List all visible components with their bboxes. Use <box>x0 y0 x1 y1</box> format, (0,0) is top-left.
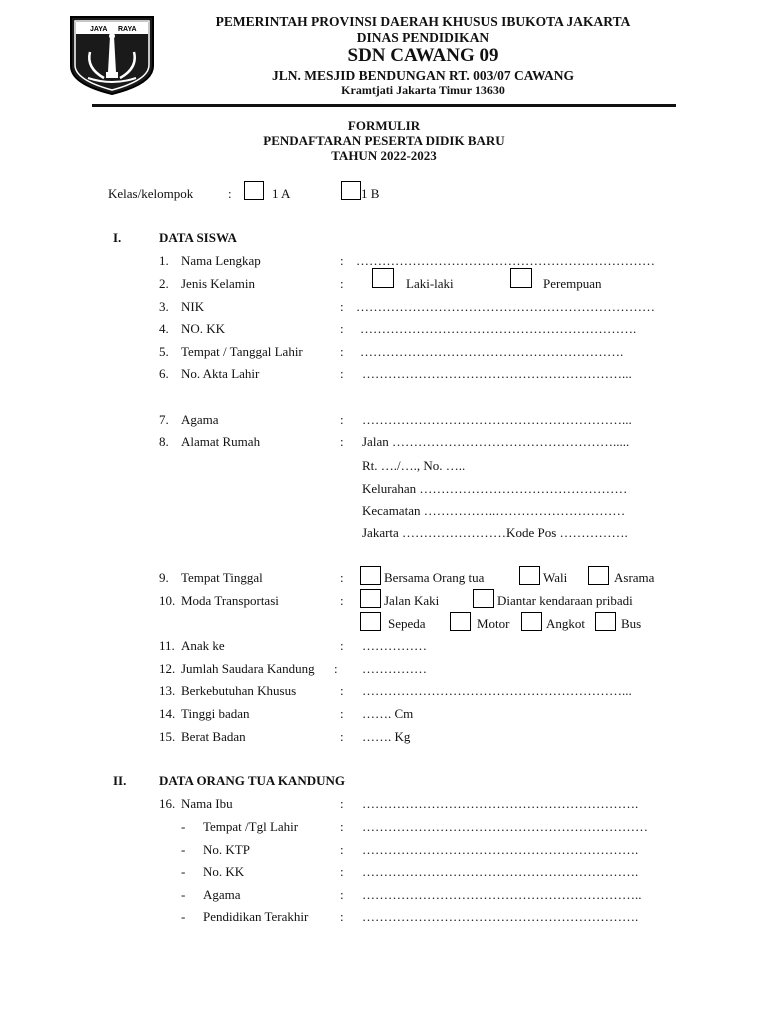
jakarta-emblem-logo <box>68 14 156 96</box>
kelas-label: Kelas/kelompok <box>108 186 194 201</box>
tinggal-wali-label: Wali <box>543 570 568 585</box>
row-number: 2. <box>159 276 169 291</box>
berat-field[interactable]: ……. Kg <box>362 729 411 744</box>
row-number: 15. <box>159 729 176 744</box>
transport-bus-label: Bus <box>621 616 642 631</box>
row-label: No. KK <box>203 864 245 879</box>
section-1-number: I. <box>113 230 122 245</box>
row-colon: : <box>340 638 344 653</box>
row-label: Tinggi badan <box>181 706 250 721</box>
row-label: NO. KK <box>181 321 226 336</box>
form-title: FORMULIR <box>347 118 421 133</box>
tinggal-asrama-checkbox[interactable] <box>588 566 609 585</box>
province-heading: PEMERINTAH PROVINSI DAERAH KHUSUS IBUKOTA JAKARTA <box>215 14 631 29</box>
row-number: 14. <box>159 706 176 721</box>
row-colon: : <box>340 706 344 721</box>
row-label: Tempat / Tanggal Lahir <box>181 344 303 359</box>
saudara-field[interactable]: …………… <box>362 661 427 676</box>
row-colon: : <box>340 796 344 811</box>
section-2-number: II. <box>113 773 127 788</box>
anak-ke-field[interactable]: …………… <box>362 638 427 653</box>
kelas-1b-checkbox[interactable] <box>341 181 361 200</box>
school-name: SDN CAWANG 09 <box>347 45 499 66</box>
row-number: 8. <box>159 434 169 449</box>
form-subtitle: PENDAFTARAN PESERTA DIDIK BARU <box>263 133 505 148</box>
nik-field[interactable]: …………………………………………………………… <box>356 299 655 314</box>
transport-motor-checkbox[interactable] <box>450 612 471 631</box>
row-label: Alamat Rumah <box>181 434 261 449</box>
transport-jalan-kaki-label: Jalan Kaki <box>384 593 440 608</box>
kecamatan-field[interactable]: Kecamatan ……………..………………………… <box>362 503 626 518</box>
school-address: JLN. MESJID BENDUNGAN RT. 003/07 CAWANG <box>272 68 574 83</box>
ibu-pendidikan-field[interactable]: ………………………………………………………. <box>362 909 639 924</box>
ibu-ttl-field[interactable]: ………………………………………………………… <box>362 819 648 834</box>
row-colon: : <box>340 321 344 336</box>
header-divider <box>92 104 676 107</box>
row-label: Jumlah Saudara Kandung <box>181 661 315 676</box>
agama-field[interactable]: ……………………………………………………... <box>362 412 632 427</box>
transport-sepeda-checkbox[interactable] <box>360 612 381 631</box>
row-label: NIK <box>181 299 205 314</box>
row-number: 5. <box>159 344 169 359</box>
kelas-colon: : <box>228 186 232 201</box>
transport-motor-label: Motor <box>477 616 510 631</box>
row-colon: : <box>340 412 344 427</box>
row-number: 3. <box>159 299 169 314</box>
berkebutuhan-field[interactable]: ……………………………………………………... <box>362 683 632 698</box>
row-colon: : <box>340 819 344 834</box>
ibu-kk-field[interactable]: ………………………………………………………. <box>362 864 639 879</box>
row-label: Agama <box>181 412 219 427</box>
tinggal-ortu-label: Bersama Orang tua <box>384 570 485 585</box>
row-colon: : <box>340 299 344 314</box>
kk-field[interactable]: ………………………………………………………. <box>360 321 637 336</box>
gender-male-checkbox[interactable] <box>372 268 394 288</box>
tinggal-wali-checkbox[interactable] <box>519 566 540 585</box>
jalan-field[interactable]: Jalan ……………………………………………..... <box>362 434 630 449</box>
transport-jalan-kaki-checkbox[interactable] <box>360 589 381 608</box>
row-number: 9. <box>159 570 169 585</box>
row-colon: : <box>340 683 344 698</box>
row-label: Pendidikan Terakhir <box>203 909 309 924</box>
row-colon: : <box>340 729 344 744</box>
section-2-title: DATA ORANG TUA KANDUNG <box>159 773 345 788</box>
gender-female-label: Perempuan <box>543 276 602 291</box>
ttl-field[interactable]: ……………………………………………………. <box>360 344 624 359</box>
rt-field[interactable]: Rt. …./…., No. ….. <box>362 458 466 473</box>
row-number: 16. <box>159 796 176 811</box>
row-colon: : <box>340 253 344 268</box>
tinggi-field[interactable]: ……. Cm <box>362 706 414 721</box>
section-1-title: DATA SISWA <box>159 230 237 245</box>
row-colon: : <box>340 366 344 381</box>
gender-female-checkbox[interactable] <box>510 268 532 288</box>
nama-ibu-field[interactable]: ………………………………………………………. <box>362 796 639 811</box>
transport-diantar-label: Diantar kendaraan pribadi <box>497 593 633 608</box>
transport-sepeda-label: Sepeda <box>388 616 426 631</box>
row-label: Tempat /Tgl Lahir <box>203 819 299 834</box>
row-colon: : <box>340 276 344 291</box>
row-dash: - <box>181 842 186 857</box>
nama-field[interactable]: …………………………………………………………… <box>356 253 655 268</box>
row-colon: : <box>340 864 344 879</box>
row-dash: - <box>181 887 186 902</box>
row-colon: : <box>340 434 344 449</box>
row-dash: - <box>181 909 186 924</box>
row-label: Berat Badan <box>181 729 246 744</box>
row-colon: : <box>340 842 344 857</box>
transport-angkot-checkbox[interactable] <box>521 612 542 631</box>
row-dash: - <box>181 864 186 879</box>
row-label: Moda Transportasi <box>181 593 279 608</box>
kelurahan-field[interactable]: Kelurahan ………………………………………… <box>362 481 628 496</box>
row-colon: : <box>340 593 344 608</box>
kelas-1a-checkbox[interactable] <box>244 181 264 200</box>
row-label: Nama Lengkap <box>181 253 261 268</box>
row-label: Berkebutuhan Khusus <box>181 683 297 698</box>
logo-text-left: JAYA <box>90 26 108 33</box>
row-number: 7. <box>159 412 169 427</box>
akta-field[interactable]: ……………………………………………………... <box>362 366 632 381</box>
gender-male-label: Laki-laki <box>406 276 454 291</box>
row-number: 10. <box>159 593 176 608</box>
ibu-agama-field[interactable]: ……………………………………………………….. <box>362 887 642 902</box>
ibu-ktp-field[interactable]: ………………………………………………………. <box>362 842 639 857</box>
tinggal-ortu-checkbox[interactable] <box>360 566 381 585</box>
transport-diantar-checkbox[interactable] <box>473 589 494 608</box>
row-colon: : <box>340 887 344 902</box>
row-label: Nama Ibu <box>181 796 233 811</box>
row-number: 4. <box>159 321 169 336</box>
school-city: Kramtjati Jakarta Timur 13630 <box>341 83 505 97</box>
row-label: Agama <box>203 887 241 902</box>
row-label: No. KTP <box>203 842 250 857</box>
row-label: Jenis Kelamin <box>181 276 256 291</box>
row-number: 6. <box>159 366 169 381</box>
row-dash: - <box>181 819 186 834</box>
transport-bus-checkbox[interactable] <box>595 612 616 631</box>
row-colon: : <box>340 344 344 359</box>
tinggal-asrama-label: Asrama <box>614 570 655 585</box>
kota-kodepos-field[interactable]: Jakarta ……………………Kode Pos ……………. <box>362 525 628 540</box>
row-colon: : <box>340 909 344 924</box>
kelas-1b-label: 1 B <box>361 186 380 201</box>
row-colon: : <box>340 570 344 585</box>
transport-angkot-label: Angkot <box>546 616 585 631</box>
row-label: No. Akta Lahir <box>181 366 260 381</box>
row-number: 13. <box>159 683 176 698</box>
department-heading: DINAS PENDIDIKAN <box>356 30 490 45</box>
row-number: 12. <box>159 661 176 676</box>
form-year: TAHUN 2022-2023 <box>331 148 437 163</box>
row-number: 1. <box>159 253 169 268</box>
row-label: Tempat Tinggal <box>181 570 263 585</box>
row-colon: : <box>334 661 338 676</box>
logo-text-right: RAYA <box>118 26 137 33</box>
row-number: 11. <box>159 638 175 653</box>
kelas-1a-label: 1 A <box>272 186 291 201</box>
row-label: Anak ke <box>181 638 225 653</box>
